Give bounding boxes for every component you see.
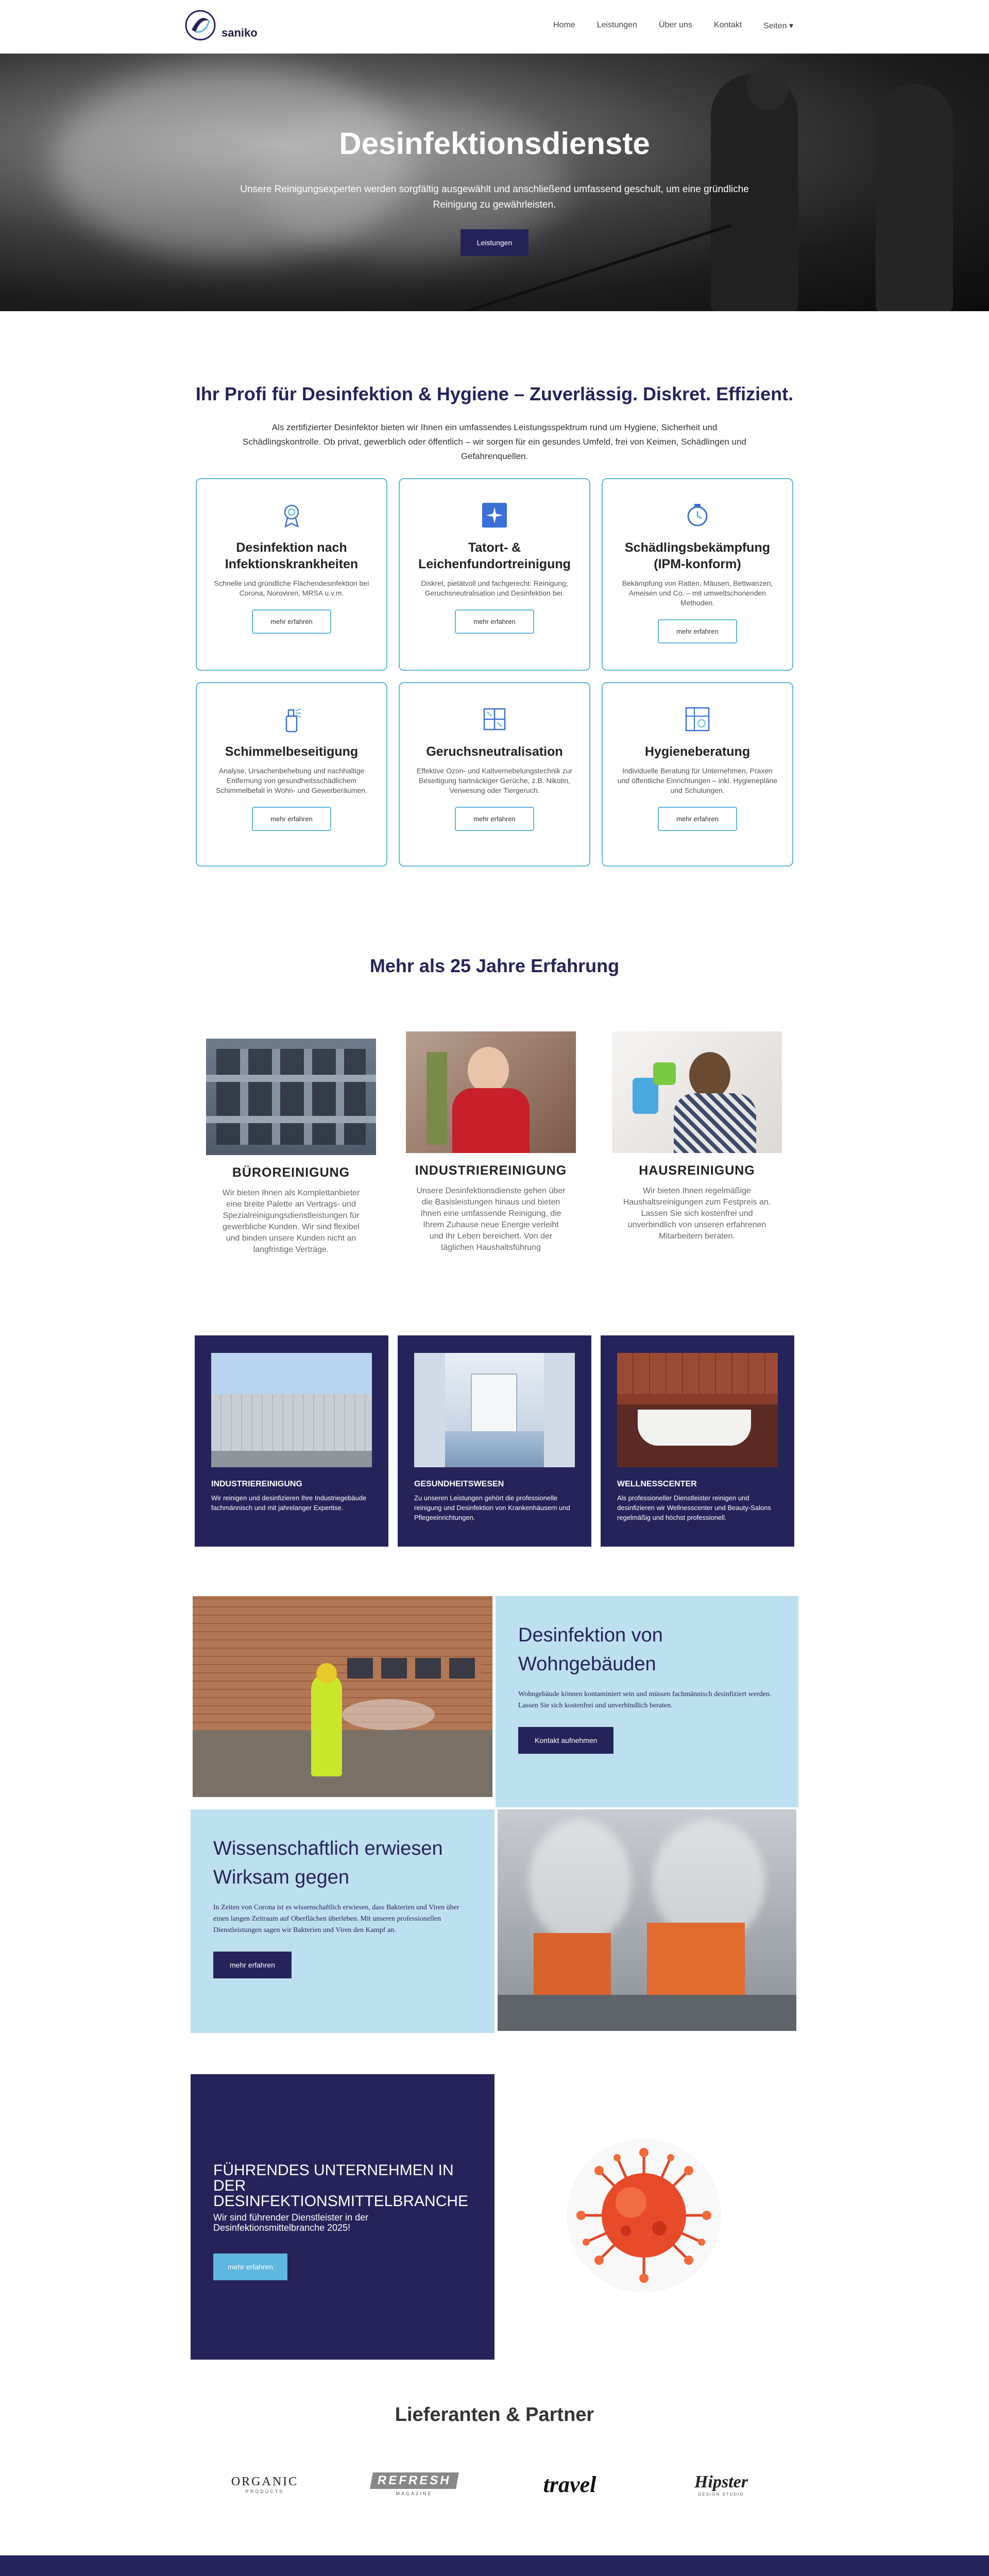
intro-text: Als zertifizierter Desinfektor bieten wir Ihnen ein umfassendes Leistungsspektrum rund um Hygiene, Sicherheit und Schädlingskontrolle. Ob privat, gewerblich oder öffentlich – wir sorgen für ein gesundes Umfeld, frei von Keimen, Schädlingen und Gefahrenquellen.	[243, 422, 746, 461]
sector-title: INDUSTRIEREINIGUNG	[211, 1480, 302, 1488]
leading-company-block	[191, 2074, 494, 2360]
service-title: Geruchsneutralisation	[426, 744, 563, 759]
hero-subtitle: Unsere Reinigungsexperten werden sorgfältig ausgewählt und anschließend umfassend geschult, um eine gründliche Reinigung zu gewährleisten.	[240, 184, 749, 210]
service-title: Schädlingsbekämpfung (IPM-konform)	[625, 540, 770, 571]
service-more-button[interactable]: mehr erfahren	[658, 807, 737, 831]
service-text: Bekämpfung von Ratten, Mäusen, Bettwanzen, Ameisen und Co. – mit umweltschonenden Methoden.	[622, 579, 773, 607]
experience-item-text: Unsere Desinfektionsdienste gehen über die Basisleistungen hinaus und bieten Ihnen eine umfassende Reinigung, die Ihrem Zuhause neue Energie verleiht und Ihr Leben bereichert. Von der täglichen Haushaltsführung	[416, 1187, 566, 1252]
service-text: Analyse, Ursachenbehebung und nachhaltige Entfernung von gesundheitsschädlichem Schimmelbefall in Wohn- und Gewerberäumen.	[216, 767, 367, 794]
industrial-building-image	[211, 1353, 372, 1467]
service-card	[399, 682, 590, 867]
house-cleaner-image	[612, 1031, 782, 1153]
residential-title: Desinfektion von Wohngebäuden	[518, 1624, 663, 1675]
wellness-bath-image	[617, 1353, 778, 1467]
experience-title: Mehr als 25 Jahre Erfahrung	[369, 955, 620, 976]
sector-text: Als professioneller Dienstleister reinigen und desinfizieren wir Wellnesscenter und Beauty-Salons regelmäßig und höchst professionell.	[617, 1494, 771, 1521]
service-text: Diskret, pietätvoll und fachgerecht: Reinigung, Geruchsneutralisation und Desinfektion bei.	[421, 579, 568, 597]
intro-title: Ihr Profi für Desinfektion & Hygiene – Zuverlässig. Diskret. Effizient.	[195, 383, 794, 404]
experience-item	[612, 1031, 782, 1242]
experience-item-title: INDUSTRIEREINIGUNG	[415, 1163, 567, 1178]
service-text: Effektive Ozon- und Kaltvernebelungstechnik zur Beseitigung hartnäckiger Gerüche, z.B. Nikotin, Verwesung oder Tiergeruch.	[416, 767, 573, 794]
service-card	[602, 682, 793, 867]
sector-card	[195, 1335, 388, 1547]
service-title: Desinfektion nach Infektionskrankheiten	[225, 540, 359, 571]
scientific-more-button[interactable]: mehr erfahren	[213, 1952, 292, 1978]
sector-text: Wir reinigen und desinfizieren Ihre Industriegebäude fachmännisch und mit jahrelanger Expertise.	[211, 1494, 367, 1512]
experience-item	[206, 1039, 376, 1256]
partners-title: Lieferanten & Partner	[395, 2404, 594, 2426]
partner-logo-organic	[218, 2465, 311, 2504]
experience-item-text: Wir bieten Ihnen als Komplettanbieter eine breite Palette an Vertrags- und Spezialreinigungsdienstleistungen für gewerbliche Kunden. Wir sind flexibel und binden unsere Kunden nicht an langfristige Verträge.	[222, 1189, 360, 1254]
hospital-corridor-image	[414, 1353, 575, 1467]
partner-logo-refresh	[368, 2465, 461, 2504]
service-more-button[interactable]: mehr erfahren	[658, 619, 737, 643]
service-text: Individuelle Beratung für Unternehmen, Praxen und öffentliche Einrichtungen – inkl. Hygienepläne und Schulungen.	[617, 767, 778, 794]
service-card	[196, 478, 387, 671]
scientific-text: In Zeiten von Corona ist es wissenschaftlich erwiesen, dass Bakterien und Viren über einen langen Zeitraum auf Oberflächen überleben. Mit unseren professionellen Dienstleistungen sagen wir Bakterien und Viren den Kampf an.	[213, 1904, 459, 1934]
scientific-block	[191, 1809, 494, 2033]
nav-ueber-uns[interactable]: Über uns	[658, 21, 692, 29]
hero-title: Desinfektionsdienste	[339, 126, 650, 161]
sector-title: GESUNDHEITSWESEN	[414, 1480, 504, 1488]
partner-logo-hipster	[675, 2465, 768, 2504]
service-card	[399, 478, 590, 671]
logo-icon	[184, 9, 216, 41]
hero-leistungen-button[interactable]: Leistungen	[461, 229, 529, 256]
leading-text: Wir sind führender Dienstleister in der Desinfektionsmittelbranche 2025!	[213, 2212, 369, 2233]
main-nav	[553, 21, 793, 31]
experience-item-text: Wir bieten Ihnen regelmäßige Haushaltsreinigungen zum Festpreis an. Lassen Sie sich kostenfrei und unverbindlich von unseren erfahrenen Mitarbeitern beraten.	[623, 1187, 771, 1241]
nav-seiten-dropdown[interactable]: Seiten ▾	[763, 22, 793, 30]
nav-home[interactable]: Home	[553, 21, 575, 29]
contact-button[interactable]: Kontakt aufnehmen	[518, 1727, 613, 1754]
office-building-image	[206, 1039, 376, 1155]
sector-card	[601, 1335, 794, 1547]
sector-text: Zu unseren Leistungen gehört die professionelle reinigung und Desinfektion von Krankenhäusern und Pflegeeinrichtungen.	[414, 1494, 570, 1521]
award-icon	[277, 501, 306, 530]
experience-item	[406, 1031, 576, 1253]
leading-more-button[interactable]: mehr erfahren	[213, 2253, 287, 2280]
service-more-button[interactable]: mehr erfahren	[455, 807, 534, 831]
partner-logo-subtext: PRODUCTS	[245, 2488, 284, 2494]
street-disinfection-image	[193, 1596, 492, 1797]
hero-content	[0, 126, 989, 256]
leading-title: FÜHRENDES UNTERNEHMEN IN DER DESINFEKTIONSMITTELBRANCHE	[213, 2162, 469, 2210]
logo-text: saniko	[221, 26, 258, 39]
service-title: Hygieneberatung	[644, 744, 751, 759]
clock-icon	[683, 501, 712, 530]
service-title: Schimmelbeseitigung	[225, 744, 359, 759]
sparkle-icon	[480, 501, 509, 530]
site-footer	[0, 2555, 989, 2576]
partner-logo-text: ORGANIC	[231, 2475, 299, 2488]
partner-logo-text: REFRESH	[370, 2472, 458, 2489]
residential-block	[496, 1596, 798, 1807]
residential-text: Wohngebäude können kontaminiert sein und müssen fachmännisch desinfiziert werden. Lassen Sie sich kostenfrei und unverbindlich beraten.	[518, 1690, 772, 1709]
partner-logo-subtext: DESIGN STUDIO	[698, 2492, 744, 2497]
window-icon	[480, 705, 509, 734]
virus-illustration	[567, 2138, 721, 2293]
hero-section	[0, 54, 989, 311]
service-more-button[interactable]: mehr erfahren	[252, 807, 331, 831]
spray-trucks-image	[498, 1809, 796, 2031]
sector-card	[398, 1335, 591, 1547]
service-more-button[interactable]: mehr erfahren	[252, 609, 331, 634]
service-text: Schnelle und gründliche Flächendesinfektion bei Corona, Noroviren, MRSA u.v.m.	[214, 579, 369, 597]
sector-title: WELLNESSCENTER	[617, 1480, 697, 1488]
scientific-title: Wissenschaftlich erwiesen Wirksam gegen	[213, 1838, 443, 1888]
partner-logo-travel	[523, 2465, 616, 2504]
partner-logo-subtext: MAGAZINE	[396, 2491, 433, 2496]
experience-item-title: HAUSREINIGUNG	[639, 1163, 755, 1178]
partner-logo-text: travel	[543, 2471, 596, 2497]
experience-item-title: BÜROREINIGUNG	[232, 1165, 350, 1180]
service-card	[602, 478, 793, 671]
nav-leistungen[interactable]: Leistungen	[596, 21, 637, 29]
site-logo[interactable]	[184, 9, 258, 41]
service-more-button[interactable]: mehr erfahren	[455, 609, 534, 634]
spray-icon	[277, 705, 306, 734]
service-card	[196, 682, 387, 867]
site-header	[0, 0, 989, 54]
services-grid	[196, 478, 793, 867]
frame-icon	[683, 705, 712, 734]
service-title: Tatort- & Leichenfundortreinigung	[418, 540, 571, 571]
partner-logo-text: Hipster	[694, 2472, 748, 2492]
cleaner-woman-image	[406, 1031, 576, 1153]
nav-kontakt[interactable]: Kontakt	[713, 21, 742, 29]
hero-worker-head	[747, 64, 788, 110]
